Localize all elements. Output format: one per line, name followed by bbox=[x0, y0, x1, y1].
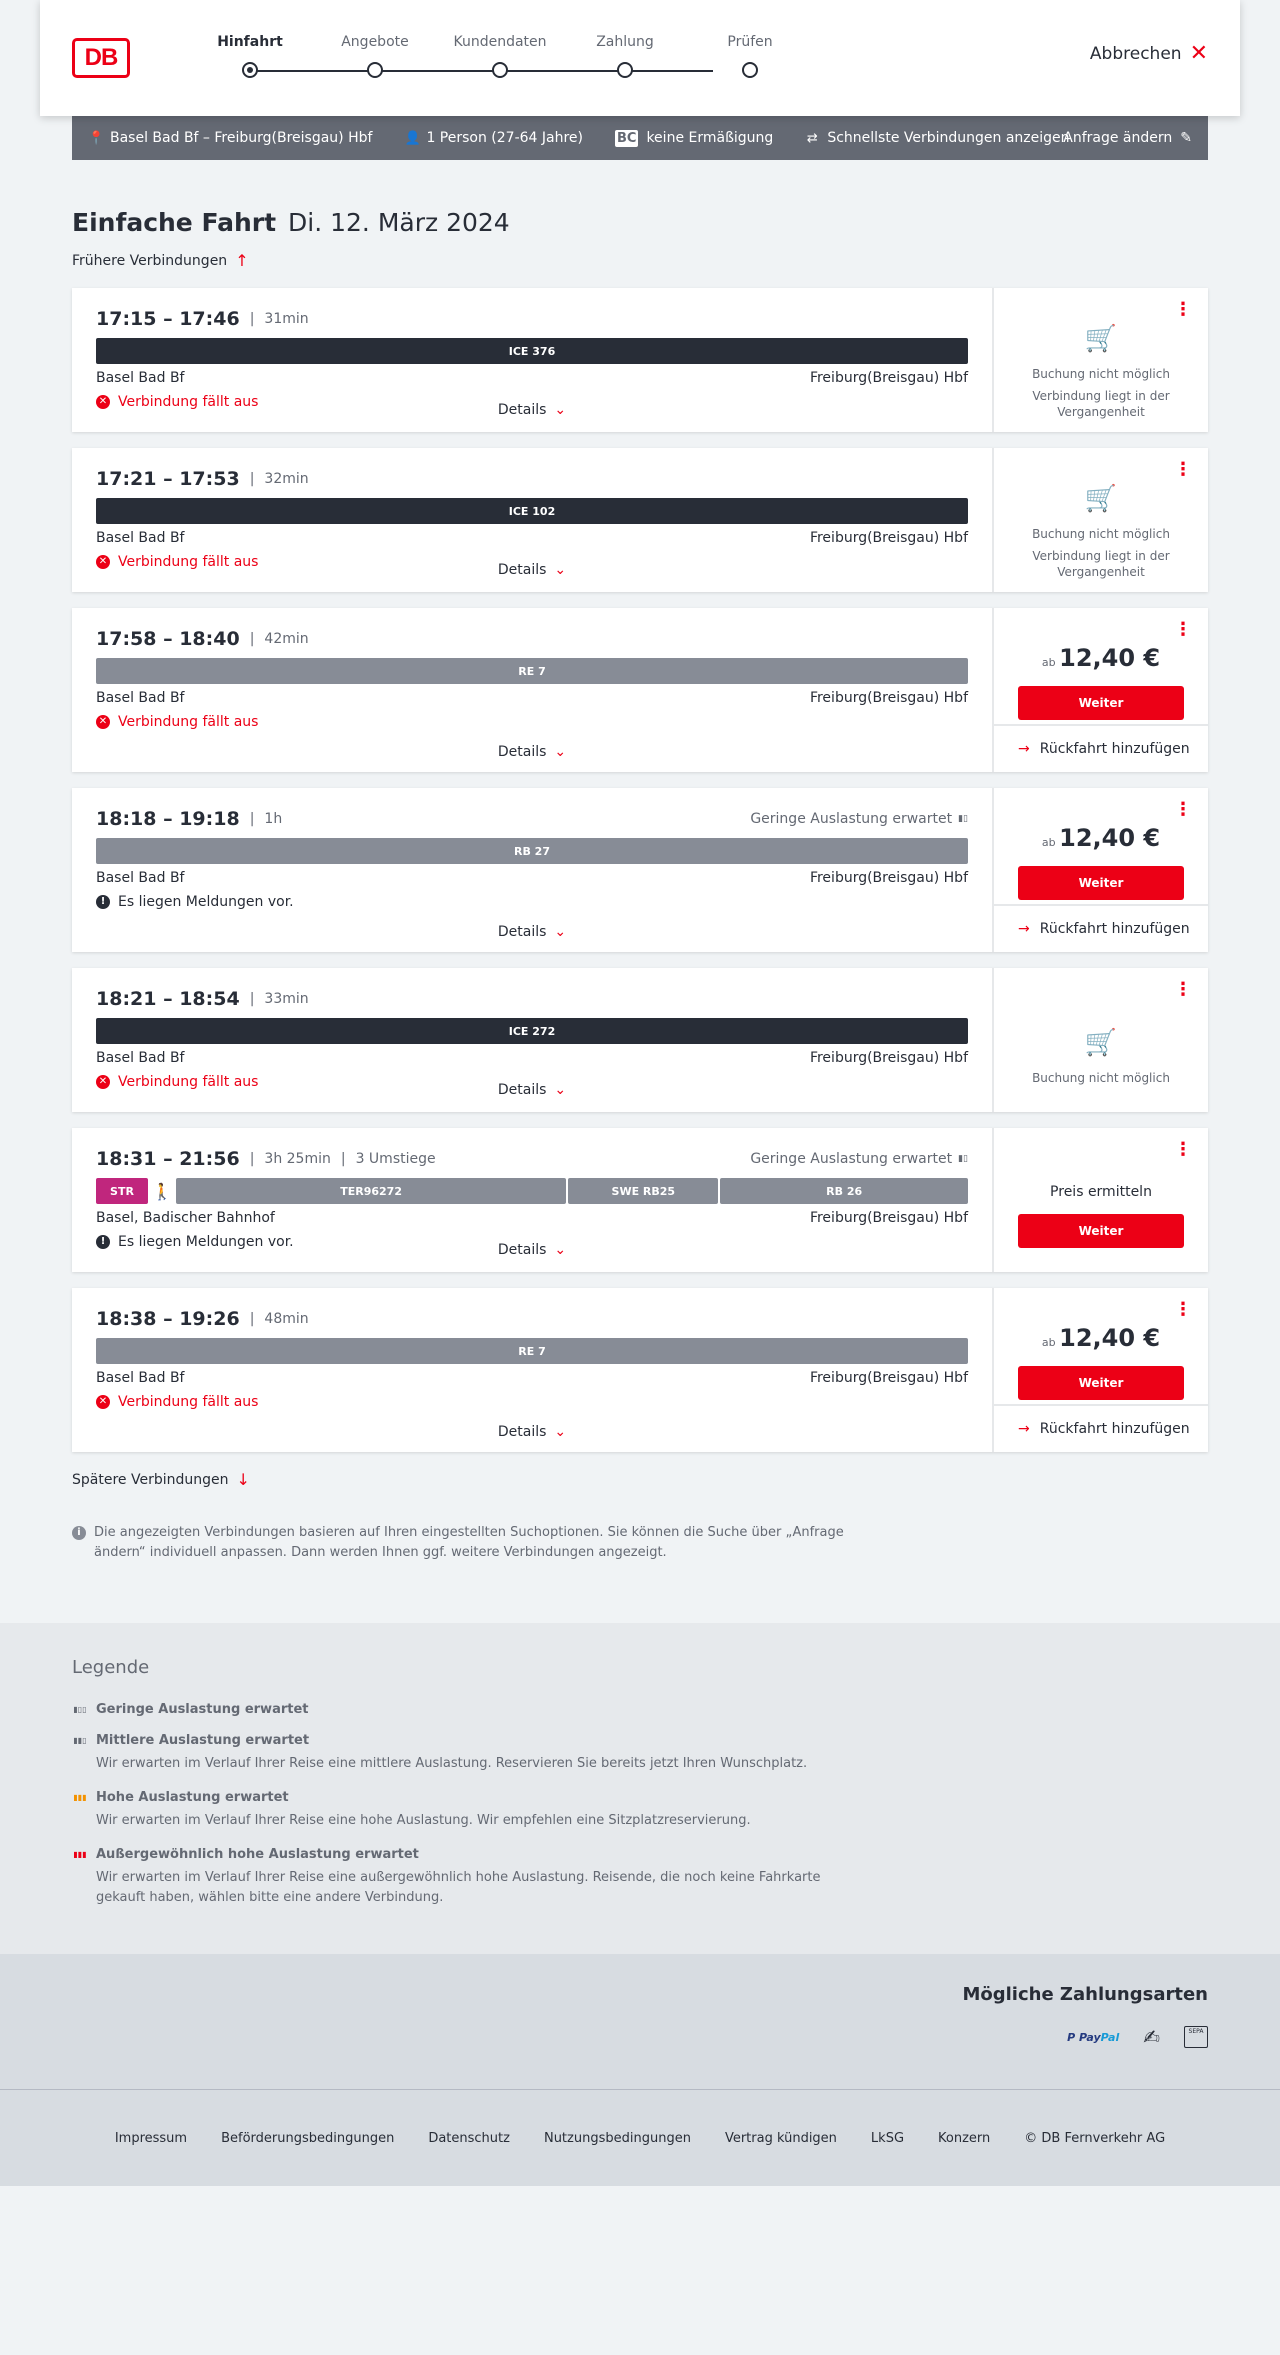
origin-station: Basel Bad Bf bbox=[96, 870, 185, 886]
more-options-icon[interactable]: ⋮ bbox=[1174, 979, 1192, 1000]
details-label: Details bbox=[497, 402, 547, 418]
origin-station: Basel Bad Bf bbox=[96, 370, 185, 386]
chevron-down-icon: ⌄ bbox=[554, 1082, 567, 1098]
stations-row bbox=[96, 690, 968, 706]
booking-panel bbox=[994, 448, 1208, 592]
step-zahlung: Zahlung bbox=[575, 34, 675, 78]
train-segment[interactable]: ICE 376 bbox=[96, 338, 968, 364]
arrow-up-icon: ↑ bbox=[235, 251, 249, 270]
connection-card bbox=[72, 968, 1208, 1112]
payment-methods-section bbox=[0, 1954, 1280, 2089]
details-label: Details bbox=[497, 1082, 547, 1098]
swap-arrows-icon: ⇄ bbox=[806, 130, 818, 146]
legend-item-title bbox=[72, 1847, 1208, 1862]
arrow-right-icon: → bbox=[1018, 741, 1030, 757]
route-info: 📍 Basel Bad Bf – Freiburg(Breisgau) Hbf bbox=[88, 130, 373, 146]
destination-station: Freiburg(Breisgau) Hbf bbox=[809, 690, 968, 706]
departure-arrival-times: 18:18 – 19:18 bbox=[96, 808, 240, 830]
page-title: Einfache Fahrt Di. 12. März 2024 bbox=[72, 208, 510, 237]
train-segments-bar bbox=[96, 498, 968, 524]
legend-item bbox=[72, 1702, 1208, 1717]
duration: 31min bbox=[264, 311, 309, 327]
price-value: 12,40 € bbox=[1059, 1324, 1161, 1352]
footer-link[interactable]: Impressum bbox=[114, 2130, 188, 2146]
continue-button[interactable]: Weiter bbox=[1018, 866, 1184, 900]
details-toggle[interactable] bbox=[72, 744, 992, 760]
departure-arrival-times: 18:31 – 21:56 bbox=[96, 1148, 240, 1170]
train-segment[interactable]: RB 26 bbox=[720, 1178, 968, 1204]
load-label: Geringe Auslastung erwartet bbox=[750, 1151, 953, 1167]
connection-list bbox=[0, 288, 1280, 1452]
separator: | bbox=[249, 1311, 255, 1327]
booking-panel bbox=[994, 1288, 1208, 1452]
status-message bbox=[96, 894, 968, 910]
train-segments-bar bbox=[96, 658, 968, 684]
origin-station: Basel Bad Bf bbox=[96, 1050, 185, 1066]
load-level-icon: ▮▮▯ bbox=[73, 1736, 87, 1745]
train-segment[interactable]: STR bbox=[96, 1178, 148, 1204]
booking-unavailable-text: Buchung nicht möglich bbox=[1032, 1071, 1170, 1085]
close-icon: ✕ bbox=[1189, 41, 1208, 66]
top-header bbox=[40, 0, 1240, 116]
booking-unavailable bbox=[994, 484, 1208, 586]
status-text: Verbindung fällt aus bbox=[118, 554, 259, 570]
chevron-down-icon: ⌄ bbox=[554, 924, 567, 940]
legend-title-text: Außergewöhnlich hohe Auslastung erwartet bbox=[96, 1847, 419, 1862]
status-text: Es liegen Meldungen vor. bbox=[118, 894, 294, 910]
connection-details bbox=[72, 968, 994, 1112]
footer-link[interactable]: © DB Fernverkehr AG bbox=[1024, 2130, 1166, 2146]
legend-item-title bbox=[72, 1733, 1208, 1748]
separator: | bbox=[249, 471, 255, 487]
step-dot bbox=[617, 62, 633, 78]
departure-arrival-times: 17:21 – 17:53 bbox=[96, 468, 240, 490]
booking-panel bbox=[994, 1128, 1208, 1272]
destination-station: Freiburg(Breisgau) Hbf bbox=[809, 1370, 968, 1386]
booking-panel bbox=[994, 608, 1208, 772]
connection-details bbox=[72, 448, 994, 592]
determine-price bbox=[994, 1184, 1208, 1248]
price-block bbox=[994, 644, 1208, 720]
passenger-info: 👤 1 Person (27-64 Jahre) bbox=[404, 130, 583, 146]
footer-link[interactable]: Nutzungsbedingungen bbox=[543, 2130, 691, 2146]
step-pruefen: Prüfen bbox=[700, 34, 800, 78]
separator: | bbox=[249, 311, 255, 327]
separator: | bbox=[249, 991, 255, 1007]
location-pin-icon: 📍 bbox=[88, 130, 105, 146]
destination-station: Freiburg(Breisgau) Hbf bbox=[809, 1050, 968, 1066]
connection-card bbox=[72, 1128, 1208, 1272]
stations-row bbox=[96, 530, 968, 546]
footer-link[interactable]: Beförderungsbedingungen bbox=[221, 2130, 395, 2146]
time-row bbox=[96, 988, 968, 1010]
duration: 32min bbox=[264, 471, 309, 487]
more-options-icon[interactable]: ⋮ bbox=[1174, 1139, 1192, 1160]
status-message bbox=[96, 714, 968, 730]
footer-link[interactable]: Datenschutz bbox=[428, 2130, 510, 2146]
train-segment[interactable]: RB 27 bbox=[96, 838, 968, 864]
connection-card bbox=[72, 608, 1208, 772]
connection-card bbox=[72, 1288, 1208, 1452]
details-label: Details bbox=[497, 562, 547, 578]
train-segments-bar bbox=[96, 1178, 968, 1204]
train-segment[interactable]: ICE 102 bbox=[96, 498, 968, 524]
search-summary-bar bbox=[72, 116, 1208, 160]
chevron-down-icon: ⌄ bbox=[554, 1242, 567, 1258]
status-message bbox=[96, 1394, 968, 1410]
booking-unavailable bbox=[994, 324, 1208, 426]
legend-title-text: Hohe Auslastung erwartet bbox=[96, 1790, 289, 1805]
chevron-down-icon: ⌄ bbox=[554, 744, 567, 760]
load-indicator bbox=[750, 1151, 968, 1167]
alert-icon: ! bbox=[96, 1235, 110, 1249]
pencil-icon: ✎ bbox=[1180, 130, 1192, 146]
load-label: Geringe Auslastung erwartet bbox=[750, 811, 953, 827]
stations-row bbox=[96, 1050, 968, 1066]
time-row bbox=[96, 628, 968, 650]
load-level-icon: ▮▮▮ bbox=[73, 1850, 87, 1859]
footer-link[interactable]: Vertrag kündigen bbox=[724, 2130, 837, 2146]
load-level-icon: ▮▯▯ bbox=[73, 1705, 87, 1714]
train-segments-bar bbox=[96, 1338, 968, 1364]
train-segment[interactable]: RE 7 bbox=[96, 1338, 968, 1364]
details-toggle[interactable] bbox=[72, 1424, 992, 1440]
low-load-icon: ▮▯ bbox=[958, 814, 968, 824]
price-prefix: ab bbox=[1041, 656, 1060, 669]
booking-panel bbox=[994, 288, 1208, 432]
db-logo[interactable]: DB bbox=[72, 38, 130, 78]
train-segments-bar bbox=[96, 1018, 968, 1044]
fastest-connections-info: ⇄ Schnellste Verbindungen anzeigen bbox=[806, 130, 1070, 146]
train-segment[interactable]: RE 7 bbox=[96, 658, 968, 684]
info-icon: i bbox=[72, 1526, 86, 1540]
add-return-trip-button[interactable] bbox=[994, 724, 1208, 772]
more-options-icon[interactable]: ⋮ bbox=[1174, 619, 1192, 640]
departure-arrival-times: 17:15 – 17:46 bbox=[96, 308, 240, 330]
more-options-icon[interactable]: ⋮ bbox=[1174, 459, 1192, 480]
add-return-trip-button[interactable] bbox=[994, 1404, 1208, 1452]
status-text: Verbindung fällt aus bbox=[118, 394, 259, 410]
details-toggle[interactable] bbox=[72, 1082, 992, 1098]
status-text: Verbindung fällt aus bbox=[118, 1394, 259, 1410]
add-return-trip-button[interactable] bbox=[994, 904, 1208, 952]
connection-card bbox=[72, 788, 1208, 952]
cancel-icon: ✕ bbox=[96, 715, 110, 729]
stations-row bbox=[96, 1210, 968, 1226]
price-value: 12,40 € bbox=[1059, 824, 1161, 852]
legend-item bbox=[72, 1847, 1208, 1908]
legend-item-description: Wir erwarten im Verlauf Ihrer Reise eine hohe Auslastung. Wir empfehlen eine Sitzplatzreservierung. bbox=[96, 1813, 751, 1828]
search-options-note: i Die angezeigten Verbindungen basieren auf Ihren eingestellten Suchoptionen. Sie können die Suche über „Anfrage ändern“ individuell anpassen. Dann werden Ihnen ggf. weitere Verbindungen angezeigt. bbox=[72, 1523, 1208, 1563]
discount-info: BC keine Ermäßigung bbox=[617, 130, 774, 146]
details-toggle[interactable] bbox=[72, 562, 992, 578]
booking-unavailable-text: Buchung nicht möglich bbox=[1032, 367, 1170, 381]
payment-methods-title: Mögliche Zahlungsarten bbox=[962, 1984, 1208, 2005]
stations-row bbox=[96, 370, 968, 386]
cart-unavailable-icon: 🛒 bbox=[1084, 324, 1118, 354]
origin-station: Basel Bad Bf bbox=[96, 1370, 185, 1386]
cancel-icon: ✕ bbox=[96, 1075, 110, 1089]
departure-arrival-times: 17:58 – 18:40 bbox=[96, 628, 240, 650]
load-indicator bbox=[750, 811, 968, 827]
footer-link[interactable]: Konzern bbox=[938, 2130, 991, 2146]
legend-item-title bbox=[72, 1790, 1208, 1805]
separator: | bbox=[249, 811, 255, 827]
status-text: Es liegen Meldungen vor. bbox=[118, 1234, 294, 1250]
step-hinfahrt: Hinfahrt bbox=[200, 34, 300, 78]
step-angebote: Angebote bbox=[325, 34, 425, 78]
separator: | bbox=[249, 631, 255, 647]
low-load-icon: ▮▯ bbox=[958, 1154, 968, 1164]
status-text: Verbindung fällt aus bbox=[118, 1074, 259, 1090]
determine-price-label: Preis ermitteln bbox=[1050, 1184, 1152, 1200]
changes-count: 3 Umstiege bbox=[355, 1151, 436, 1167]
add-return-label: Rückfahrt hinzufügen bbox=[1039, 921, 1190, 937]
connection-card bbox=[72, 288, 1208, 432]
price-value: 12,40 € bbox=[1059, 644, 1161, 672]
time-row bbox=[96, 1308, 968, 1330]
connection-details bbox=[72, 788, 994, 952]
duration: 3h 25min bbox=[264, 1151, 331, 1167]
time-row bbox=[96, 468, 968, 490]
time-row bbox=[96, 1148, 968, 1170]
booking-panel bbox=[994, 968, 1208, 1112]
cart-unavailable-icon: 🛒 bbox=[1084, 484, 1118, 514]
legend-item-description: Wir erwarten im Verlauf Ihrer Reise eine außergewöhnlich hohe Auslastung. Reisende, die noch keine Fahrkarte gekauft haben, wählen bitte eine andere Verbindung. bbox=[96, 1870, 821, 1905]
legend-item bbox=[72, 1733, 1208, 1774]
connection-details bbox=[72, 1288, 994, 1452]
step-dot bbox=[367, 62, 383, 78]
legend-title-text: Geringe Auslastung erwartet bbox=[96, 1702, 309, 1717]
chevron-down-icon: ⌄ bbox=[554, 1424, 567, 1440]
destination-station: Freiburg(Breisgau) Hbf bbox=[809, 370, 968, 386]
later-connections-link[interactable]: Spätere Verbindungen ↓ bbox=[72, 1470, 250, 1489]
origin-station: Basel, Badischer Bahnhof bbox=[96, 1210, 275, 1226]
cancel-button[interactable]: Abbrechen ✕ bbox=[1089, 41, 1208, 66]
duration: 33min bbox=[264, 991, 309, 1007]
legend-title-text: Mittlere Auslastung erwartet bbox=[96, 1733, 310, 1748]
details-toggle[interactable] bbox=[72, 924, 992, 940]
add-return-label: Rückfahrt hinzufügen bbox=[1039, 741, 1190, 757]
continue-button[interactable]: Weiter bbox=[1018, 1366, 1184, 1400]
details-label: Details bbox=[497, 924, 547, 940]
continue-button[interactable]: Weiter bbox=[1018, 1214, 1184, 1248]
duration: 1h bbox=[264, 811, 283, 827]
price-prefix: ab bbox=[1041, 836, 1060, 849]
add-return-label: Rückfahrt hinzufügen bbox=[1039, 1421, 1190, 1437]
sepa-icon: SEPA bbox=[1184, 2026, 1208, 2048]
footer bbox=[0, 2089, 1280, 2186]
chevron-down-icon: ⌄ bbox=[554, 402, 567, 418]
status-text: Verbindung fällt aus bbox=[118, 714, 259, 730]
stations-row bbox=[96, 870, 968, 886]
booking-panel bbox=[994, 788, 1208, 952]
departure-arrival-times: 18:21 – 18:54 bbox=[96, 988, 240, 1010]
connection-details bbox=[72, 288, 994, 432]
more-options-icon[interactable]: ⋮ bbox=[1174, 799, 1192, 820]
stations-row bbox=[96, 1370, 968, 1386]
legend-item-description: Wir erwarten im Verlauf Ihrer Reise eine mittlere Auslastung. Reservieren Sie bereits jetzt Ihren Wunschplatz. bbox=[96, 1756, 808, 1771]
details-label: Details bbox=[497, 1424, 547, 1440]
train-segment[interactable]: TER96272 bbox=[176, 1178, 566, 1204]
credit-card-icon: ✍ bbox=[1143, 2025, 1160, 2049]
origin-station: Basel Bad Bf bbox=[96, 690, 185, 706]
departure-arrival-times: 18:38 – 19:26 bbox=[96, 1308, 240, 1330]
arrow-right-icon: → bbox=[1018, 1421, 1030, 1437]
destination-station: Freiburg(Breisgau) Hbf bbox=[809, 870, 968, 886]
legend-item bbox=[72, 1790, 1208, 1831]
footer-link[interactable]: LkSG bbox=[870, 2130, 905, 2146]
booking-unavailable-text: Buchung nicht möglich bbox=[1032, 527, 1170, 541]
duration: 42min bbox=[264, 631, 309, 647]
more-options-icon[interactable]: ⋮ bbox=[1174, 299, 1192, 320]
time-row bbox=[96, 808, 968, 830]
paypal-icon: P PayPal bbox=[1067, 2030, 1120, 2044]
details-label: Details bbox=[497, 744, 547, 760]
alert-icon: ! bbox=[96, 895, 110, 909]
arrow-down-icon: ↓ bbox=[236, 1470, 250, 1489]
earlier-connections-link[interactable]: Frühere Verbindungen ↑ bbox=[72, 251, 249, 270]
booking-unavailable-reason: Verbindung liegt in der Vergangenheit bbox=[1032, 549, 1170, 579]
legend-section bbox=[0, 1623, 1280, 1954]
price-block bbox=[994, 1324, 1208, 1400]
cancel-icon: ✕ bbox=[96, 1395, 110, 1409]
legend-item-title bbox=[72, 1702, 1208, 1717]
booking-unavailable bbox=[994, 1028, 1208, 1092]
step-dot bbox=[742, 62, 758, 78]
step-dot bbox=[492, 62, 508, 78]
duration: 48min bbox=[264, 1311, 309, 1327]
price-prefix: ab bbox=[1041, 1336, 1060, 1349]
cancel-icon: ✕ bbox=[96, 395, 110, 409]
origin-station: Basel Bad Bf bbox=[96, 530, 185, 546]
booking-unavailable-reason: Verbindung liegt in der Vergangenheit bbox=[1032, 389, 1170, 419]
continue-button[interactable]: Weiter bbox=[1018, 686, 1184, 720]
destination-station: Freiburg(Breisgau) Hbf bbox=[809, 1210, 968, 1226]
cart-unavailable-icon: 🛒 bbox=[1084, 1028, 1118, 1058]
step-dot bbox=[242, 62, 258, 78]
train-segments-bar bbox=[96, 838, 968, 864]
train-segments-bar bbox=[96, 338, 968, 364]
time-row bbox=[96, 308, 968, 330]
bahncard-icon: BC bbox=[617, 130, 637, 146]
cancel-icon: ✕ bbox=[96, 555, 110, 569]
chevron-down-icon: ⌄ bbox=[554, 562, 567, 578]
destination-station: Freiburg(Breisgau) Hbf bbox=[809, 530, 968, 546]
connection-details bbox=[72, 608, 994, 772]
legend-title: Legende bbox=[72, 1657, 150, 1678]
separator: | bbox=[340, 1151, 346, 1167]
separator: | bbox=[249, 1151, 255, 1167]
arrow-right-icon: → bbox=[1018, 921, 1030, 937]
details-toggle[interactable] bbox=[72, 402, 992, 418]
edit-request-button[interactable]: Anfrage ändern ✎ bbox=[1063, 130, 1192, 146]
booking-stepper bbox=[210, 34, 773, 84]
walking-icon: 🚶 bbox=[152, 1181, 172, 1201]
step-kundendaten: Kundendaten bbox=[450, 34, 550, 78]
train-segment[interactable]: ICE 272 bbox=[96, 1018, 968, 1044]
more-options-icon[interactable]: ⋮ bbox=[1174, 1299, 1192, 1320]
price-block bbox=[994, 824, 1208, 900]
train-segment[interactable]: SWE RB25 bbox=[568, 1178, 718, 1204]
details-toggle[interactable] bbox=[72, 1242, 992, 1258]
connection-card bbox=[72, 448, 1208, 592]
details-label: Details bbox=[497, 1242, 547, 1258]
load-level-icon: ▮▮▮ bbox=[73, 1793, 87, 1802]
person-icon: 👤 bbox=[404, 130, 421, 146]
connection-details bbox=[72, 1128, 994, 1272]
